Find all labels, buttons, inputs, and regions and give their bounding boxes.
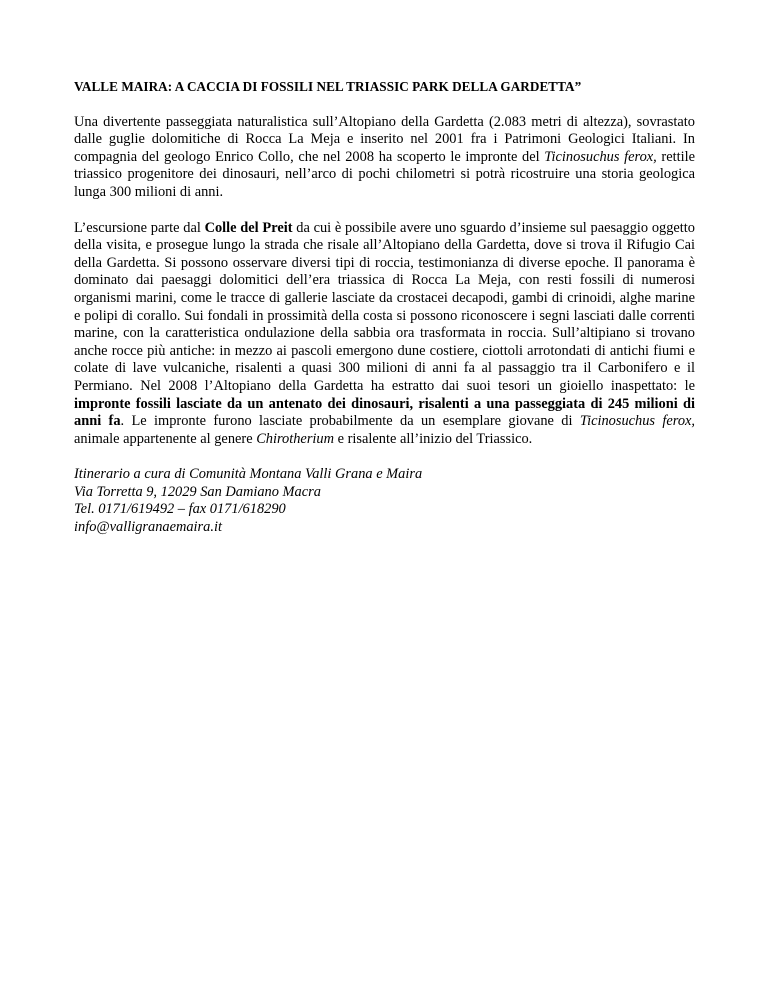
intro-text-2: rettile triassico progenitore dei dinosauri, nell’arco di pochi chilometri si potrà ricostruire una storia geologica lunga 300 milioni di anni. [74,148,695,200]
contact-address: Via Torretta 9, 12029 San Damiano Macra [74,483,321,500]
document-page [74,78,695,537]
contact-email: info@valligranaemaira.it [74,519,222,536]
intro-text-1: Una divertente passeggiata naturalistica sull’Altopiano della Gardetta (2.083 metri di altezza), sovrastato dalle guglie dolomitiche di Rocca La Meja e inserito nel 2001 fra i Patrimoni Geologici Italiani. In compagnia del geologo Enrico Collo, che nel 2008 ha scoperto le impronte del [74,113,695,165]
contact-block [74,466,695,536]
excursion-text-4: animale appartenente al genere [74,430,257,447]
intro-paragraph [74,114,695,202]
excursion-genus-italic: Chirotherium [256,430,335,447]
excursion-text-2: da cui è possibile avere uno sguardo d’insieme sul paesaggio oggetto della visita, e prosegue lungo la strada che risale all’Altopiano della Gardetta, dove si trova il Rifugio Cai della Gardetta. Si possono osservare diversi tipi di roccia, testimonianza di diverse epoche. Il panorama è dominato dai paesaggi dolomitici dell’era triassica di Rocca La Meja, con resti fossili di numerosi organismi marini, come le tracce di gallerie lasciate da crostacei decapodi, gambi di crinoidi, alghe marine e polipi di corallo. Sui fondali in prossimità della costa si possono riconoscere i segni lasciati dalle correnti marine, con la caratteristica ondulazione della sabbia ora trasformata in roccia. Sull’altipiano si trovano anche rocce più antiche: in mezzo ai pascoli emergono dune costiere, ciottoli arrotondati di antichi fiumi e colate di lave vulcaniche, risalenti a quasi 300 milioni di anni fa al passaggio tra il Carbonifero e il Permiano. Nel 2008 l’Altopiano della Gardetta ha estratto dai suoi tesori un gioiello inaspettato: le [74,219,695,394]
contact-phone: Tel. 0171/619492 – fax 0171/618290 [74,501,286,518]
excursion-species-italic: Ticinosuchus ferox, [579,413,696,430]
excursion-location-bold: Colle del Preit [204,219,293,236]
document-title: VALLE MAIRA: A CACCIA DI FOSSILI NEL TRIASSIC PARK DELLA GARDETTA” [74,79,582,94]
excursion-text-3: . Le impronte furono lasciate probabilmente da un esemplare giovane di [120,413,580,430]
excursion-footprints-bold: impronte fossili lasciate da un antenato dei dinosauri, risalenti a una passeggiata di 245 milioni di anni fa [74,395,695,430]
excursion-text-1: L’escursione parte dal [74,219,205,236]
excursion-paragraph [74,220,695,449]
contact-organizer: Itinerario a cura di Comunità Montana Valli Grana e Maira [74,466,423,483]
intro-species-italic: Ticinosuchus ferox, [544,148,657,165]
excursion-text-5: e risalente all’inizio del Triassico. [334,430,533,447]
